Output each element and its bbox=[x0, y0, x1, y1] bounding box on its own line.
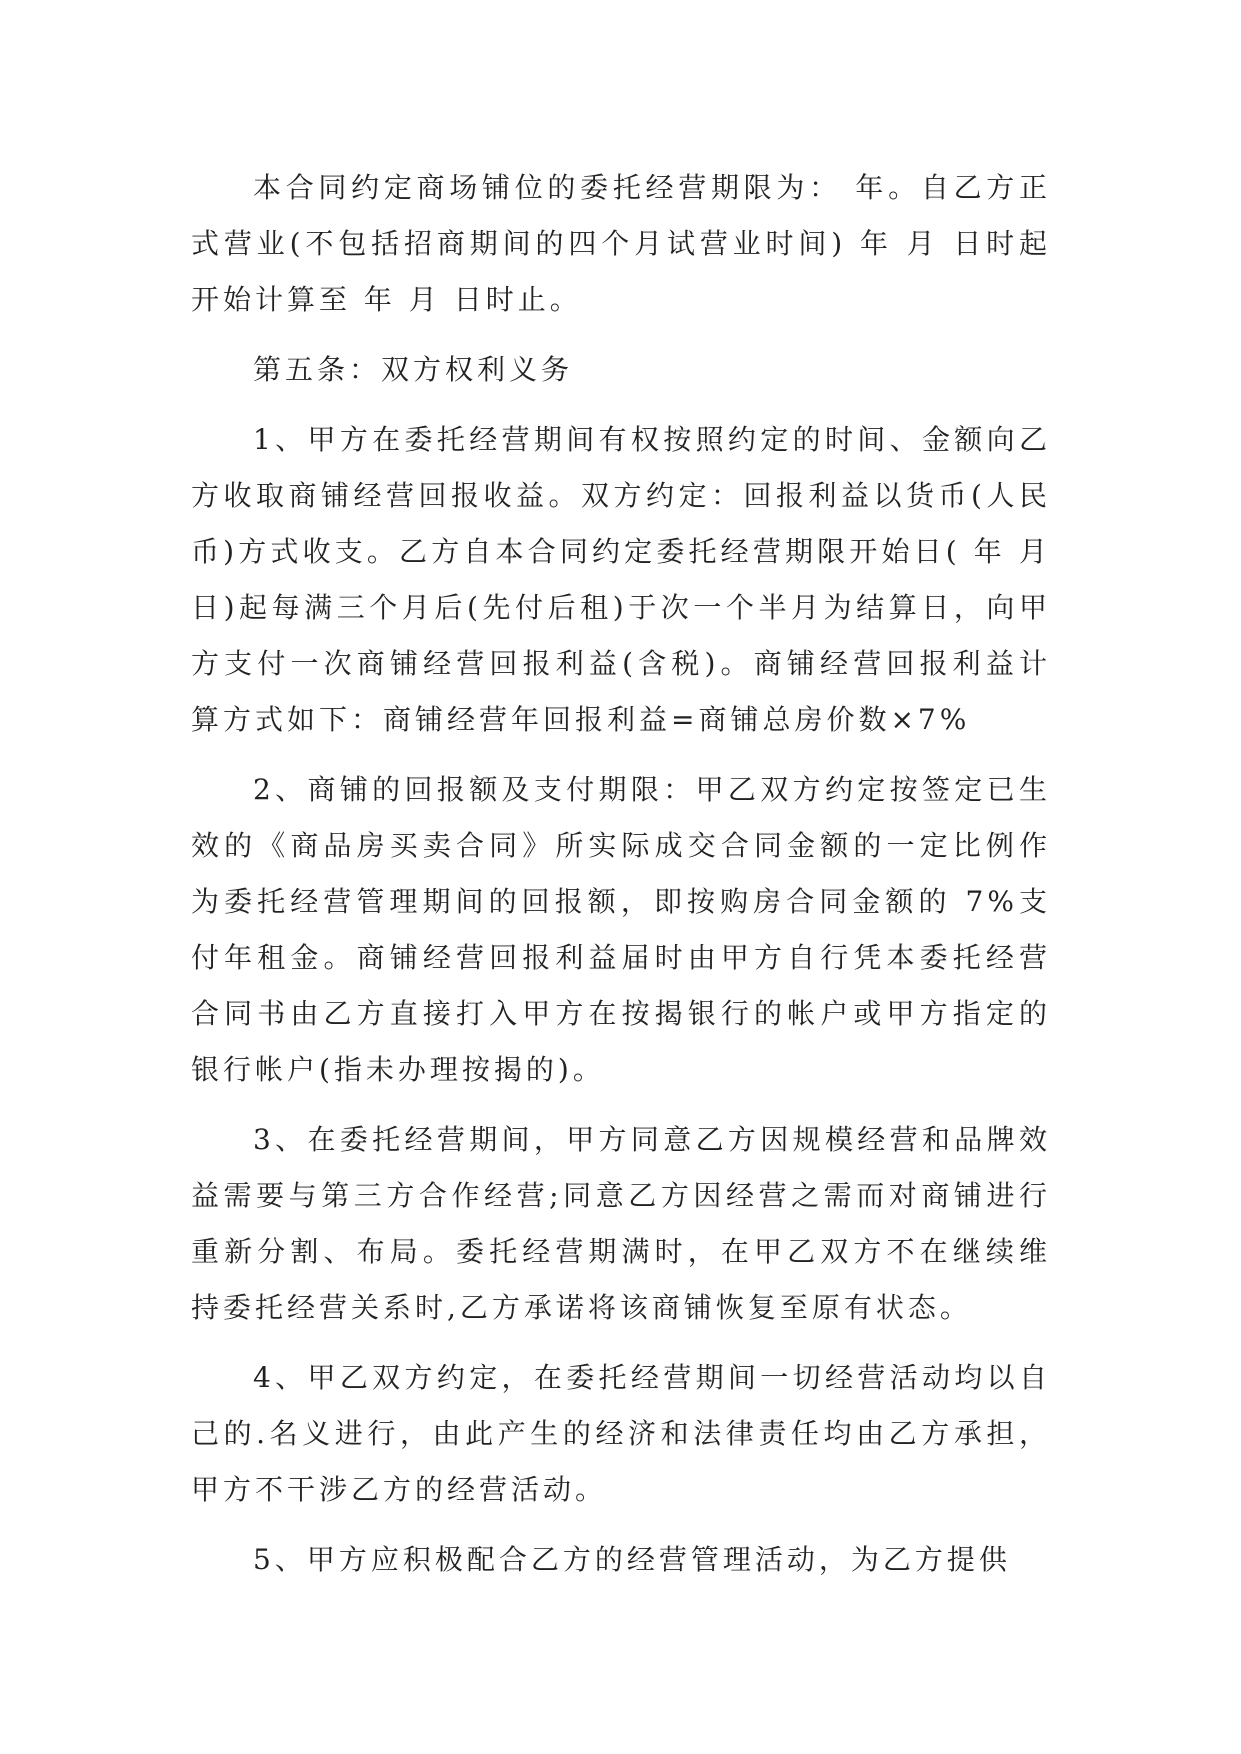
paragraph-clause-2: 2、商铺的回报额及支付期限：甲乙双方约定按签定已生效的《商品房买卖合同》所实际成交合同金额的一定比例作为委托经营管理期间的回报额，即按购房合同金额的 7%支付年租金。商铺经营回报利益届时由甲方自行凭本委托经营合同书由乙方直接打入甲方在按揭银行的帐户或甲方指定的银行帐户(指未办理按揭的)。 bbox=[191, 773, 1051, 1086]
paragraph-clause-4: 4、甲乙双方约定，在委托经营期间一切经营活动均以自己的.名义进行，由此产生的经济和法律责任均由乙方承担，甲方不干涉乙方的经营活动。 bbox=[191, 1361, 1051, 1506]
paragraph-clause-1: 1、甲方在委托经营期间有权按照约定的时间、金额向乙方收取商铺经营回报收益。双方约定：回报利益以货币(人民币)方式收支。乙方自本合同约定委托经营期限开始日( 年 月 日)起每满三个月后(先付后租)于次一个半月为结算日，向甲方支付一次商铺经营回报利益(含税)。商铺经营回报利益计算方式如下：商铺经营年回报利益=商铺总房价数×7% bbox=[191, 423, 1051, 736]
section-heading: 第五条：双方权利义务 bbox=[253, 353, 574, 386]
paragraph-clause-3: 3、在委托经营期间，甲方同意乙方因规模经营和品牌效益需要与第三方合作经营;同意乙方因经营之需而对商铺进行重新分割、布局。委托经营期满时，在甲乙双方不在继续维持委托经营关系时,乙方承诺将该商铺恢复至原有状态。 bbox=[191, 1123, 1051, 1324]
paragraph-term: 本合同约定商场铺位的委托经营期限为： 年。自乙方正式营业(不包括招商期间的四个月试营业时间) 年 月 日时起开始计算至 年 月 日时止。 bbox=[191, 171, 1051, 316]
paragraph-clause-5: 5、甲方应积极配合乙方的经营管理活动，为乙方提供 bbox=[253, 1543, 1011, 1576]
document-page bbox=[191, 160, 1051, 1602]
